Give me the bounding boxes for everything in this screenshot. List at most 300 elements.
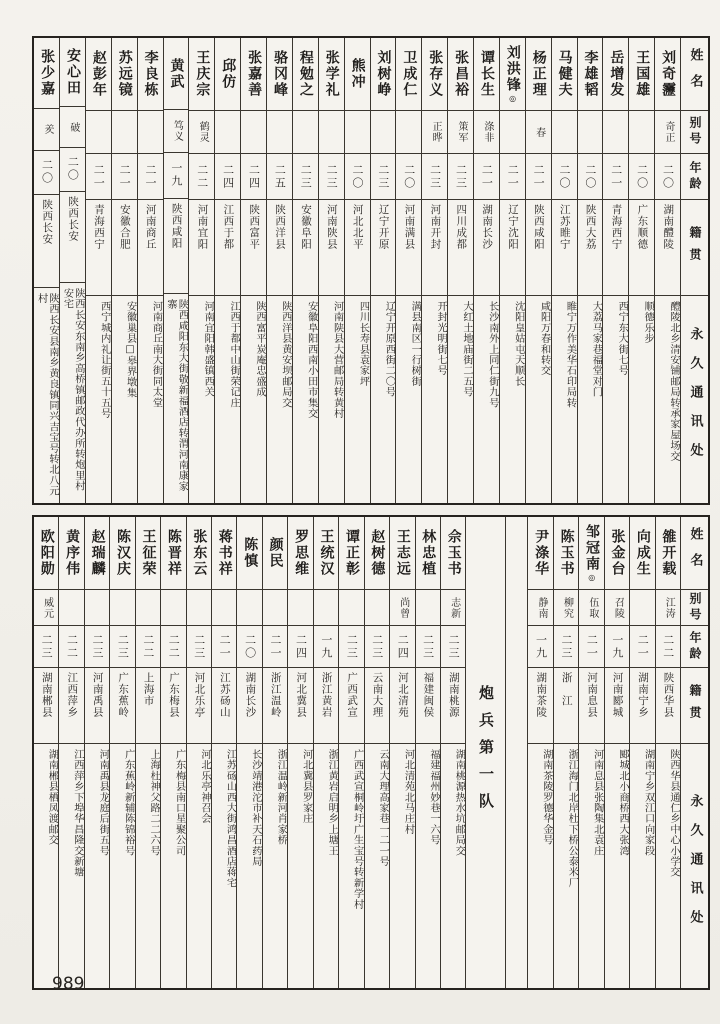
person-alias (319, 111, 344, 154)
person-column (655, 517, 680, 988)
person-age: 二三 (365, 626, 389, 668)
person-alias (314, 590, 338, 626)
person-native-place: 河南禹县 (85, 668, 109, 744)
person-name-text: 邹冠南 (584, 524, 601, 572)
person-address: 醴陵北乡清安铺邮局转承家屋场交 (668, 301, 679, 462)
person-alias (263, 590, 287, 626)
person-age: 二一 (86, 154, 111, 200)
person-age: 二三 (441, 626, 465, 668)
person-age: 二二 (136, 626, 160, 668)
person-age: 二〇 (578, 154, 603, 200)
person-name (390, 517, 414, 590)
person-address: 辽宁开原西街二〇号 (383, 301, 395, 398)
person-native-place: 江苏睢宁 (552, 200, 577, 296)
person-age: 二一 (138, 154, 163, 200)
person-name-text: 尹涤华 (533, 529, 550, 577)
person-column (370, 38, 396, 503)
person-address: 湖南宁乡双江口向家段 (642, 749, 654, 856)
person-column (629, 517, 654, 988)
person-age: 二三 (371, 154, 396, 200)
person-column (525, 38, 551, 503)
person-native-place: 陕西富平 (241, 200, 266, 296)
person-column (84, 517, 109, 988)
person-name (136, 517, 160, 590)
person-column (553, 517, 578, 988)
person-name (293, 38, 318, 111)
person-age: 二二 (656, 626, 680, 668)
person-name-text: 林忠植 (420, 529, 437, 577)
roster-table-bottom (32, 515, 710, 990)
person-name-text: 熊冲 (349, 58, 366, 90)
person-address: 大荔马家巷福堂对门 (590, 301, 602, 398)
person-alias (630, 590, 654, 626)
person-age: 二二 (59, 626, 83, 668)
person-alias (59, 590, 83, 626)
person-column (527, 517, 552, 988)
person-native-place: 河北乐亭 (187, 668, 211, 744)
person-name (34, 517, 58, 590)
person-alias (339, 590, 363, 626)
person-column (137, 38, 163, 503)
person-alias (371, 111, 396, 154)
person-native-place: 湖南茶陵 (528, 668, 552, 744)
person-age: 二一 (630, 626, 654, 668)
person-column (604, 517, 629, 988)
person-name (365, 517, 389, 590)
person-name (339, 517, 363, 590)
person-age: 二五 (267, 154, 292, 200)
person-native-place: 云南大理 (365, 668, 389, 744)
person-alias: 威元 (34, 590, 58, 626)
person-alias: 奇正 (655, 111, 680, 154)
person-column (266, 38, 292, 503)
person-native-place: 安徽合肥 (112, 200, 137, 296)
person-native-place: 陕西长安 (34, 195, 59, 288)
person-alias: 羑 (34, 109, 59, 151)
person-alias (293, 111, 318, 154)
person-column (58, 517, 83, 988)
person-age: 一九 (528, 626, 552, 668)
person-alias (212, 590, 236, 626)
person-column (59, 38, 85, 503)
person-name-text: 李良栋 (142, 50, 159, 98)
person-name-text: 雒开载 (660, 529, 677, 577)
person-name-text: 王国雄 (634, 50, 651, 98)
person-age: 二一 (526, 154, 551, 200)
person-name (605, 517, 629, 590)
person-age: 二〇 (345, 154, 370, 200)
person-alias (241, 111, 266, 154)
person-age: 一九 (605, 626, 629, 668)
person-native-place: 湖南桃源 (441, 668, 465, 744)
person-alias: 正晔 (422, 111, 447, 154)
person-name (554, 517, 578, 590)
person-name-text: 王庆宗 (194, 50, 211, 98)
person-name-text: 王统汉 (318, 529, 335, 577)
person-name (59, 517, 83, 590)
person-native-place: 陕西洋县 (267, 200, 292, 296)
person-address: 长沙南外上同仁街九号 (486, 301, 498, 408)
person-alias (136, 590, 160, 626)
person-address: 河南禹县龙庭后街五号 (97, 749, 109, 856)
person-native-place: 广西武宣 (339, 668, 363, 744)
person-address: 福建福州妙巷一六号 (427, 749, 439, 846)
person-address: 江西于都中山街荣记庄 (228, 301, 240, 408)
person-name-text: 赵树德 (369, 529, 386, 577)
person-alias (552, 111, 577, 154)
person-age: 二〇 (237, 626, 261, 668)
person-alias (578, 111, 603, 154)
person-address: 郾城北小商桥西大张湾 (617, 749, 629, 856)
person-column (34, 517, 58, 988)
person-native-place: 河北北平 (345, 200, 370, 296)
person-native-place: 河南商丘 (138, 200, 163, 296)
person-age: 二三 (34, 626, 58, 668)
person-column (85, 38, 111, 503)
person-age: 二三 (85, 626, 109, 668)
person-alias: 尚曾 (390, 590, 414, 626)
person-alias (365, 590, 389, 626)
person-name-text: 黄武 (168, 57, 185, 90)
person-name-text: 安心田 (65, 48, 81, 97)
person-column (34, 38, 59, 503)
person-name (603, 38, 628, 111)
header-label-alias: 别号 (681, 590, 708, 626)
person-name (579, 517, 603, 590)
person-name-text: 张少嘉 (39, 48, 56, 97)
person-address: 湖南茶陵罗德华金号 (540, 749, 552, 846)
person-column (287, 517, 312, 988)
person-address: 河南息县张陶集北袁庄 (591, 749, 603, 856)
person-alias: 鹤灵 (189, 111, 214, 154)
person-name (656, 517, 680, 590)
person-age: 二三 (554, 626, 578, 668)
person-native-place: 湖南长沙 (474, 200, 499, 296)
person-age: 二四 (288, 626, 312, 668)
person-name-text: 岳增发 (608, 50, 625, 98)
person-name-text: 陈玉书 (558, 529, 575, 577)
person-column (211, 517, 236, 988)
person-native-place: 河南满县 (396, 200, 421, 296)
person-native-place: 广东蕉岭 (110, 668, 134, 744)
person-native-place: 湖南郴县 (34, 668, 58, 744)
person-address: 长沙靖港沱市补天石药局 (249, 749, 261, 867)
person-column (313, 517, 338, 988)
person-column (338, 517, 363, 988)
person-native-place: 浙江温岭 (263, 668, 287, 744)
person-address: 浙江温岭新河肖家桥 (275, 749, 287, 846)
person-name (112, 38, 137, 111)
person-address: 上海杜神父路二二六号 (148, 749, 160, 856)
person-column (214, 38, 240, 503)
person-name (552, 38, 577, 111)
person-name (528, 517, 552, 590)
person-age: 二一 (474, 154, 499, 200)
person-name (345, 38, 370, 111)
person-name (263, 517, 287, 590)
header-label-name: 姓名 (681, 517, 708, 590)
person-address: 四川长寿县袁家坪 (357, 301, 369, 387)
person-column (292, 38, 318, 503)
person-column (499, 38, 525, 503)
person-alias (161, 590, 185, 626)
person-address: 开封光明街七号 (435, 301, 447, 376)
person-alias (138, 111, 163, 154)
person-native-place: 江西萍乡 (59, 668, 83, 744)
person-age: 二三 (416, 626, 440, 668)
person-name (288, 517, 312, 590)
header-label-address: 永久通讯处 (687, 793, 703, 939)
person-age: 二〇 (629, 154, 654, 200)
person-name-text: 刘洪锋 (504, 45, 521, 93)
person-address: 安徽阜阳西南小田市集交 (305, 301, 317, 419)
person-name (448, 38, 473, 111)
person-alias: 伍取 (579, 590, 603, 626)
person-column (109, 517, 134, 988)
person-address: 云南大理高家巷一二一号 (377, 749, 389, 867)
person-native-place: 辽宁开原 (371, 200, 396, 296)
person-column (578, 517, 603, 988)
person-name (416, 517, 440, 590)
person-address: 咸阳万春和转交 (538, 301, 550, 376)
person-native-place: 湖南醴陵 (655, 200, 680, 296)
header-label-age: 年龄 (681, 626, 708, 668)
header-column (680, 517, 708, 988)
person-column (447, 38, 473, 503)
person-native-place: 江西于都 (215, 200, 240, 296)
person-alias: 江涛 (656, 590, 680, 626)
person-name (60, 38, 85, 107)
person-native-place: 浙江黄岩 (314, 668, 338, 744)
person-alias (629, 111, 654, 154)
person-column (111, 38, 137, 503)
person-address: 陕西洋县黄安坝邮局交 (279, 301, 291, 408)
person-address: 湖南郴县栖凤渡邮交 (46, 749, 58, 846)
person-native-place: 青海西宁 (603, 200, 628, 296)
person-age: 一九 (164, 153, 189, 199)
person-name (500, 38, 525, 111)
person-age: 二三 (187, 626, 211, 668)
person-name-text: 卫成仁 (401, 50, 418, 98)
person-name-text: 王志远 (394, 529, 411, 577)
person-alias: 柳究 (554, 590, 578, 626)
person-native-place: 湖南长沙 (237, 668, 261, 744)
page-number: 989 (52, 974, 85, 994)
person-age: 二四 (241, 154, 266, 200)
person-address: 西宁东大街七号 (616, 301, 628, 376)
person-age: 二二 (161, 626, 185, 668)
person-name (578, 38, 603, 111)
empty-column (505, 517, 527, 988)
person-address: 河北乐亭神召会 (199, 749, 210, 824)
section-divider-label: 炮兵第一队 (476, 685, 495, 820)
person-alias (110, 590, 134, 626)
person-name (526, 38, 551, 111)
person-native-place: 陕西华县 (656, 668, 680, 744)
person-column (440, 517, 465, 988)
person-age: 二〇 (396, 154, 421, 200)
person-name-text: 颜民 (267, 537, 284, 569)
person-name (215, 38, 240, 111)
person-name-text: 杨正理 (530, 50, 547, 98)
empty-cell (506, 517, 527, 988)
person-native-place: 湖南宁乡 (630, 668, 654, 744)
person-name-text: 谭长生 (479, 50, 495, 98)
person-name-text: 佘玉书 (445, 529, 462, 577)
person-alias: 召陵 (605, 590, 629, 626)
person-name (34, 38, 59, 109)
person-name-text: 欧阳勋 (38, 529, 55, 577)
person-address: 江西萍乡下埠华昌隆交新塘 (71, 749, 83, 878)
person-address: 陕西长安县南乡黄良镇同兴吉宝号转北八元村 (35, 293, 58, 497)
person-name-text: 张学礼 (323, 50, 340, 98)
person-name (314, 517, 338, 590)
person-column (262, 517, 287, 988)
person-name-text: 张东云 (191, 529, 208, 577)
person-name (110, 517, 134, 590)
person-column (135, 517, 160, 988)
person-age: 二三 (319, 154, 344, 200)
person-name (422, 38, 447, 111)
person-age: 二一 (263, 626, 287, 668)
person-name-text: 黄序伟 (64, 529, 81, 577)
person-address: 浙江黄岩启明乡上塘王 (326, 749, 338, 856)
person-name (319, 38, 344, 111)
person-name-text: 马健夫 (556, 50, 573, 98)
person-native-place: 福建闽侯 (416, 668, 440, 744)
person-address: 安徽巢县□皋界墩集 (124, 301, 136, 399)
person-age: 二一 (112, 154, 137, 200)
person-alias (345, 111, 370, 154)
person-native-place: 河南开封 (422, 200, 447, 296)
person-name (161, 517, 185, 590)
person-name (629, 38, 654, 111)
person-address: 广东梅县南口星聚公司 (173, 749, 185, 856)
person-column (421, 38, 447, 503)
person-age: 二一 (212, 626, 236, 668)
person-native-place: 青海西宁 (86, 200, 111, 296)
person-age: 二〇 (552, 154, 577, 200)
person-age: 二三 (422, 154, 447, 200)
person-alias (288, 590, 312, 626)
person-address: 广东蕉岭新辅陈锦裕号 (122, 749, 134, 856)
person-column (186, 517, 211, 988)
person-column (602, 38, 628, 503)
person-alias (500, 111, 525, 154)
person-age: 二四 (390, 626, 414, 668)
person-column (163, 38, 189, 503)
person-native-place: 广东顺德 (629, 200, 654, 296)
person-native-place: 上海市 (136, 668, 160, 744)
person-address: 沈阳皇姑屯天顺长 (512, 301, 524, 387)
person-age: 二三 (448, 154, 473, 200)
person-native-place: 河南宜阳 (189, 200, 214, 296)
person-name-text: 向成生 (634, 529, 651, 577)
person-native-place: 四川成都 (448, 200, 473, 296)
person-address: 河北清苑北马庄村 (402, 749, 414, 835)
person-native-place: 浙 江 (554, 668, 578, 744)
person-column (415, 517, 440, 988)
person-address: 陕西富平炭庵忠盛成 (254, 301, 265, 398)
header-label-address: 永久通讯处 (687, 327, 703, 472)
person-address: 河北冀县罗家庄 (300, 749, 312, 824)
person-native-place: 陕西长安 (60, 192, 85, 283)
person-name-text: 张存义 (427, 50, 444, 98)
person-column (160, 517, 185, 988)
person-address: 浙江海门北岸杜下桥公泰米厂 (566, 749, 578, 889)
person-alias (85, 590, 109, 626)
person-native-place: 河南陕县 (319, 200, 344, 296)
person-native-place: 安徽阜阳 (293, 200, 318, 296)
person-name (138, 38, 163, 111)
person-name-text: 陈汉庆 (115, 529, 132, 577)
person-name-text: 陈晋祥 (165, 529, 182, 577)
person-column (364, 517, 389, 988)
person-column (551, 38, 577, 503)
person-name-text: 谭正彰 (343, 529, 360, 577)
person-age: 二〇 (34, 151, 59, 196)
person-address: 广西武宣桐岭圩广生宝号转新学村 (351, 749, 363, 910)
person-alias: 策军 (448, 111, 473, 154)
header-label-native-place: 籍贯 (681, 200, 708, 296)
person-name (396, 38, 421, 111)
person-alias (187, 590, 211, 626)
person-column (395, 38, 421, 503)
person-name (85, 517, 109, 590)
person-native-place: 广东梅县 (161, 668, 185, 744)
person-native-place: 辽宁沈阳 (500, 200, 525, 296)
person-alias: 破 (60, 107, 85, 148)
person-name (371, 38, 396, 111)
person-age: 二〇 (655, 154, 680, 200)
person-address: 大红土地庙街二五号 (461, 301, 472, 398)
person-address: 西宁城内礼让街五十五号 (98, 301, 110, 419)
person-age: 二三 (293, 154, 318, 200)
person-name (655, 38, 680, 111)
person-name-text: 蒋书祥 (216, 529, 233, 577)
person-address: 陕西咸阳东大街敬新福酒店转渭河南康家寨 (164, 299, 188, 492)
person-alias (237, 590, 261, 626)
person-alias (603, 111, 628, 154)
person-column (188, 38, 214, 503)
person-column (628, 38, 654, 503)
person-name-text: 张昌裕 (453, 50, 470, 98)
person-native-place: 河北清苑 (390, 668, 414, 744)
person-name-text: 苏远镜 (116, 50, 133, 98)
circled-mark: ◎ (586, 572, 597, 582)
person-native-place: 河南郾城 (605, 668, 629, 744)
person-address: 湖南桃源热水坑邮局交 (453, 749, 465, 856)
person-address: 陕西华县通仁乡中心小学交 (668, 749, 679, 878)
person-name-text: 张嘉善 (246, 50, 263, 98)
person-name (237, 517, 261, 590)
person-native-place: 江苏砀山 (212, 668, 236, 744)
person-age: 二一 (500, 154, 525, 200)
header-label-alias: 别号 (681, 111, 708, 154)
header-column (680, 38, 708, 503)
person-column (473, 38, 499, 503)
person-age: 二一 (603, 154, 628, 200)
person-name-text: 王征荣 (140, 529, 157, 577)
person-name-text: 陈慎 (242, 537, 259, 569)
person-name (164, 38, 189, 110)
person-age: 一九 (314, 626, 338, 668)
person-age: 二三 (339, 626, 363, 668)
person-age: 二一 (579, 626, 603, 668)
person-name-text: 骆冈峰 (272, 50, 288, 98)
person-age: 二四 (215, 154, 240, 200)
person-name (241, 38, 266, 111)
